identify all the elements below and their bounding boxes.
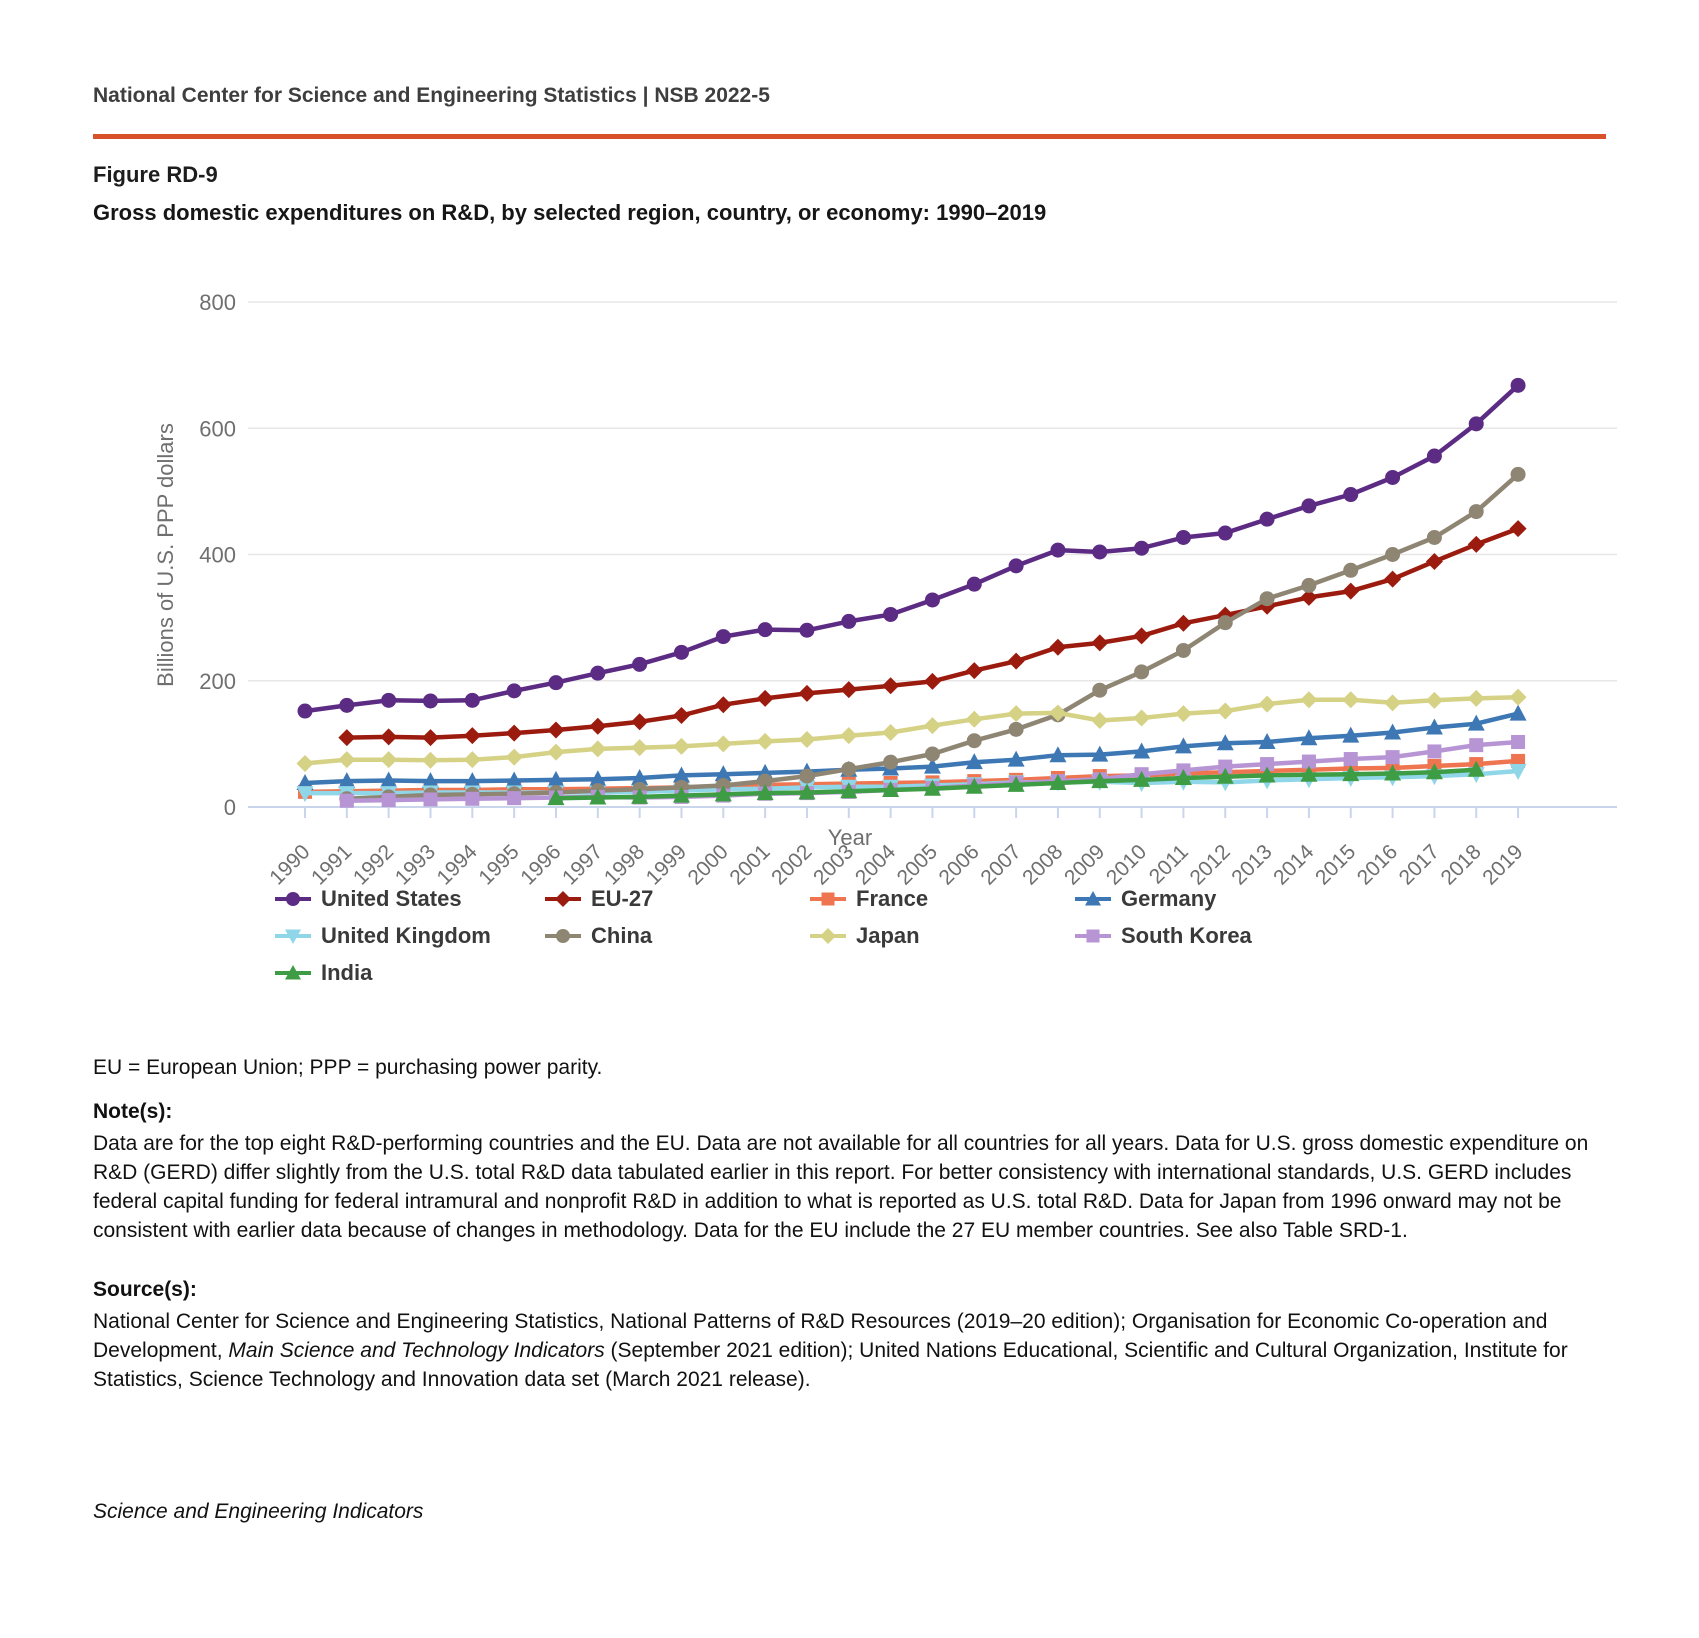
data-point-marker (883, 607, 898, 622)
data-point-marker (841, 762, 856, 777)
x-tick-label: 2017 (1394, 840, 1444, 890)
data-point-marker (380, 728, 397, 745)
data-point-marker (1343, 563, 1358, 578)
notes-body: Data are for the top eight R&D-performing countries and the EU. Data are not available for all countries for all years. Data for U.S. gross domestic expenditure on R&D (GERD) differ slightly from the U.S. total R&D data tabulated earlier in this report. For better consistency with international standards, U.S. GERD includes federal capital funding for federal intramural and nonprofit R&D in addition to what is reported as U.S. total R&D. Data for Japan from 1996 onward may not be consistent with earlier data because of changes in methodology. Data for the EU include the 27 EU member countries. See also Table SRD-1. (93, 1132, 1589, 1242)
x-tick-label: 1999 (641, 840, 692, 890)
data-point-marker (507, 683, 522, 698)
data-point-marker (298, 704, 313, 719)
data-point-marker (882, 677, 899, 694)
data-point-marker (1427, 744, 1441, 758)
data-point-marker (1260, 591, 1275, 606)
x-tick-label: 1992 (348, 840, 399, 890)
data-point-marker (1176, 530, 1191, 545)
y-tick-label: 600 (199, 416, 236, 442)
data-point-marker (757, 690, 774, 707)
data-point-marker (590, 666, 605, 681)
data-point-marker (1469, 416, 1484, 431)
x-tick-label: 2003 (809, 840, 859, 890)
japan-marker-icon (809, 926, 847, 946)
data-point-marker (1511, 378, 1526, 393)
x-tick-label: 2012 (1185, 840, 1235, 890)
line-chart (0, 255, 1699, 900)
data-point-marker (716, 629, 731, 644)
data-point-marker (465, 693, 480, 708)
data-point-marker (1218, 615, 1233, 630)
data-point-marker (1049, 639, 1066, 656)
data-point-marker (1468, 690, 1485, 707)
x-tick-label: 2009 (1060, 840, 1110, 890)
legend-label-south-korea: South Korea (1121, 923, 1252, 948)
y-tick-label: 400 (199, 542, 236, 568)
data-point-marker (1008, 653, 1025, 670)
series-line-japan (305, 697, 1518, 763)
sources-heading: Source(s): (93, 1278, 197, 1301)
source-text-tail: (September 2021 edition); United Nations Educational, Scientific and Cultural Organization, Institute for Statistics, Science Technology and Innovation data set (March 2021 release). (93, 1339, 1568, 1391)
y-tick-label: 800 (199, 290, 236, 315)
x-tick-label: 2015 (1310, 840, 1361, 890)
series-line-eu-27 (347, 529, 1518, 738)
data-point-marker (464, 751, 481, 768)
data-point-marker (589, 718, 606, 735)
x-axis-title: Year (827, 825, 873, 850)
data-point-marker (840, 681, 857, 698)
data-point-marker (340, 794, 354, 808)
data-point-marker (631, 713, 648, 730)
data-point-marker (798, 731, 815, 748)
legend-item-france (809, 886, 1074, 912)
x-tick-label: 1995 (474, 840, 524, 890)
source-text-italic: Main Science and Technology Indicators (228, 1339, 605, 1362)
data-point-marker (422, 729, 439, 746)
legend-label-germany: Germany (1121, 886, 1217, 911)
data-point-marker (1176, 643, 1191, 658)
data-point-marker (1218, 526, 1233, 541)
data-point-marker (798, 685, 815, 702)
data-point-marker (673, 707, 690, 724)
x-tick-label: 1991 (307, 840, 357, 890)
data-point-marker (1426, 692, 1443, 709)
data-point-marker (1344, 752, 1358, 766)
legend-label-japan: Japan (856, 923, 920, 948)
data-point-marker (883, 755, 898, 770)
x-tick-label: 1990 (265, 840, 315, 890)
data-point-marker (1510, 520, 1527, 537)
data-point-marker (506, 725, 523, 742)
x-tick-label: 2005 (892, 840, 942, 890)
data-point-marker (1133, 709, 1150, 726)
data-point-marker (1260, 512, 1275, 527)
data-point-marker (380, 751, 397, 768)
united-states-marker-icon (274, 889, 312, 909)
legend-item-japan (809, 923, 1074, 949)
data-point-marker (1301, 578, 1316, 593)
data-point-marker (715, 696, 732, 713)
figure-title: Gross domestic expenditures on R&D, by selected region, country, or economy: 1990–2019 (93, 200, 1047, 225)
data-point-marker (631, 739, 648, 756)
data-point-marker (924, 717, 941, 734)
data-point-marker (1259, 696, 1276, 713)
data-point-marker (1175, 705, 1192, 722)
accent-divider (93, 134, 1606, 139)
india-marker-icon (274, 963, 312, 983)
data-point-marker (1008, 705, 1025, 722)
abbreviation-note: EU = European Union; PPP = purchasing power parity. (93, 1056, 603, 1079)
data-point-marker (589, 740, 606, 757)
data-point-marker (967, 733, 982, 748)
data-point-marker (882, 724, 899, 741)
x-tick-label: 2010 (1101, 840, 1152, 890)
legend-label-eu-27: EU-27 (591, 886, 654, 911)
data-point-marker (1385, 470, 1400, 485)
legend-label-india: India (321, 960, 373, 985)
data-point-marker (1134, 664, 1149, 679)
france-marker-icon (809, 889, 847, 909)
data-point-marker (464, 727, 481, 744)
data-point-marker (1427, 530, 1442, 545)
data-point-marker (1385, 547, 1400, 562)
data-point-marker (547, 744, 564, 761)
x-tick-label: 2013 (1227, 840, 1277, 890)
legend-label-france: France (856, 886, 929, 911)
x-tick-label: 1993 (390, 840, 441, 890)
legend-item-south-korea (1074, 923, 1394, 949)
legend-label-united-states: United States (321, 886, 462, 911)
x-tick-label: 1997 (558, 840, 608, 890)
data-point-marker (1050, 543, 1065, 558)
data-point-marker (674, 645, 689, 660)
data-point-marker (507, 791, 521, 805)
data-point-marker (1175, 615, 1192, 632)
x-tick-label: 2002 (767, 840, 817, 890)
data-point-marker (841, 614, 856, 629)
data-point-marker (1342, 691, 1359, 708)
data-point-marker (1133, 627, 1150, 644)
eu-27-marker-icon (544, 889, 582, 909)
united-kingdom-marker-icon (274, 926, 312, 946)
y-tick-label: 0 (223, 795, 236, 820)
document-header: National Center for Science and Engineering Statistics | NSB 2022-5 (93, 84, 770, 107)
data-point-marker (1092, 683, 1107, 698)
x-tick-label: 2006 (934, 840, 984, 890)
data-point-marker (1091, 712, 1108, 729)
data-point-marker (381, 693, 396, 708)
legend-label-china: China (591, 923, 653, 948)
data-point-marker (297, 755, 314, 772)
figure-label: Figure RD-9 (93, 162, 218, 187)
data-point-marker (673, 738, 690, 755)
data-point-marker (1217, 703, 1234, 720)
data-point-marker (1510, 689, 1527, 706)
y-tick-label: 200 (199, 668, 236, 694)
germany-marker-icon (1074, 889, 1112, 909)
data-point-marker (1092, 544, 1107, 559)
data-point-marker (1511, 467, 1526, 482)
data-point-marker (382, 793, 396, 807)
data-point-marker (1469, 504, 1484, 519)
data-point-marker (1009, 722, 1024, 737)
data-point-marker (1427, 449, 1442, 464)
source-text: National Center for Science and Engineering Statistics, National Patterns of R&D Resources (2019–20 edition); Organisation for Economic Co-operation and Development, (93, 1310, 1548, 1362)
x-tick-label: 2008 (1018, 840, 1068, 890)
data-point-marker (925, 746, 940, 761)
data-point-marker (338, 729, 355, 746)
legend-label-united-kingdom: United Kingdom (321, 923, 491, 948)
data-point-marker (1301, 498, 1316, 513)
data-point-marker (757, 733, 774, 750)
chart-legend (274, 886, 1394, 986)
data-point-marker (1091, 634, 1108, 651)
x-tick-label: 2016 (1352, 840, 1403, 890)
x-tick-label: 2011 (1144, 840, 1193, 889)
data-point-marker (1510, 705, 1527, 721)
data-point-marker (422, 752, 439, 769)
data-point-marker (1009, 558, 1024, 573)
y-axis-title: Billions of U.S. PPP dollars (153, 423, 178, 687)
data-point-marker (840, 727, 857, 744)
data-point-marker (548, 675, 563, 690)
data-point-marker (506, 749, 523, 766)
data-point-marker (1468, 536, 1485, 553)
data-point-marker (1300, 691, 1317, 708)
x-tick-label: 2000 (683, 840, 733, 890)
data-point-marker (799, 769, 814, 784)
x-tick-label: 2001 (725, 840, 775, 890)
south-korea-marker-icon (1074, 926, 1112, 946)
data-point-marker (967, 577, 982, 592)
data-point-marker (1343, 487, 1358, 502)
data-point-marker (338, 751, 355, 768)
data-point-marker (715, 735, 732, 752)
x-tick-label: 1998 (599, 840, 650, 890)
legend-item-china (544, 923, 809, 949)
data-point-marker (465, 792, 479, 806)
series-line-united-states (305, 385, 1518, 711)
data-point-marker (966, 662, 983, 679)
publication-name: Science and Engineering Indicators (93, 1500, 424, 1523)
legend-item-germany (1074, 886, 1394, 912)
data-point-marker (1134, 541, 1149, 556)
legend-item-united-states (274, 886, 544, 912)
data-point-marker (1384, 694, 1401, 711)
x-tick-label: 2019 (1478, 840, 1528, 890)
data-point-marker (1386, 750, 1400, 764)
sources-body (93, 1307, 1613, 1394)
data-point-marker (1384, 571, 1401, 588)
x-tick-label: 2014 (1269, 840, 1319, 890)
data-point-marker (966, 711, 983, 728)
data-point-marker (339, 698, 354, 713)
data-point-marker (758, 622, 773, 637)
data-point-marker (1469, 738, 1483, 752)
data-point-marker (547, 721, 564, 738)
x-tick-label: 2007 (976, 840, 1026, 890)
data-point-marker (925, 592, 940, 607)
data-point-marker (1511, 735, 1525, 749)
legend-item-united-kingdom (274, 923, 544, 949)
x-tick-label: 2018 (1436, 840, 1486, 890)
x-tick-label: 2004 (850, 840, 901, 890)
data-point-marker (632, 657, 647, 672)
legend-item-india (274, 960, 544, 986)
data-point-marker (799, 623, 814, 638)
data-point-marker (423, 693, 438, 708)
legend-item-eu-27 (544, 886, 809, 912)
x-tick-label: 1994 (432, 840, 482, 890)
x-tick-label: 1996 (516, 840, 566, 890)
data-point-marker (1342, 583, 1359, 600)
notes-heading: Note(s): (93, 1100, 173, 1123)
data-point-marker (924, 673, 941, 690)
data-point-marker (423, 792, 437, 806)
data-point-marker (1426, 553, 1443, 570)
china-marker-icon (544, 926, 582, 946)
